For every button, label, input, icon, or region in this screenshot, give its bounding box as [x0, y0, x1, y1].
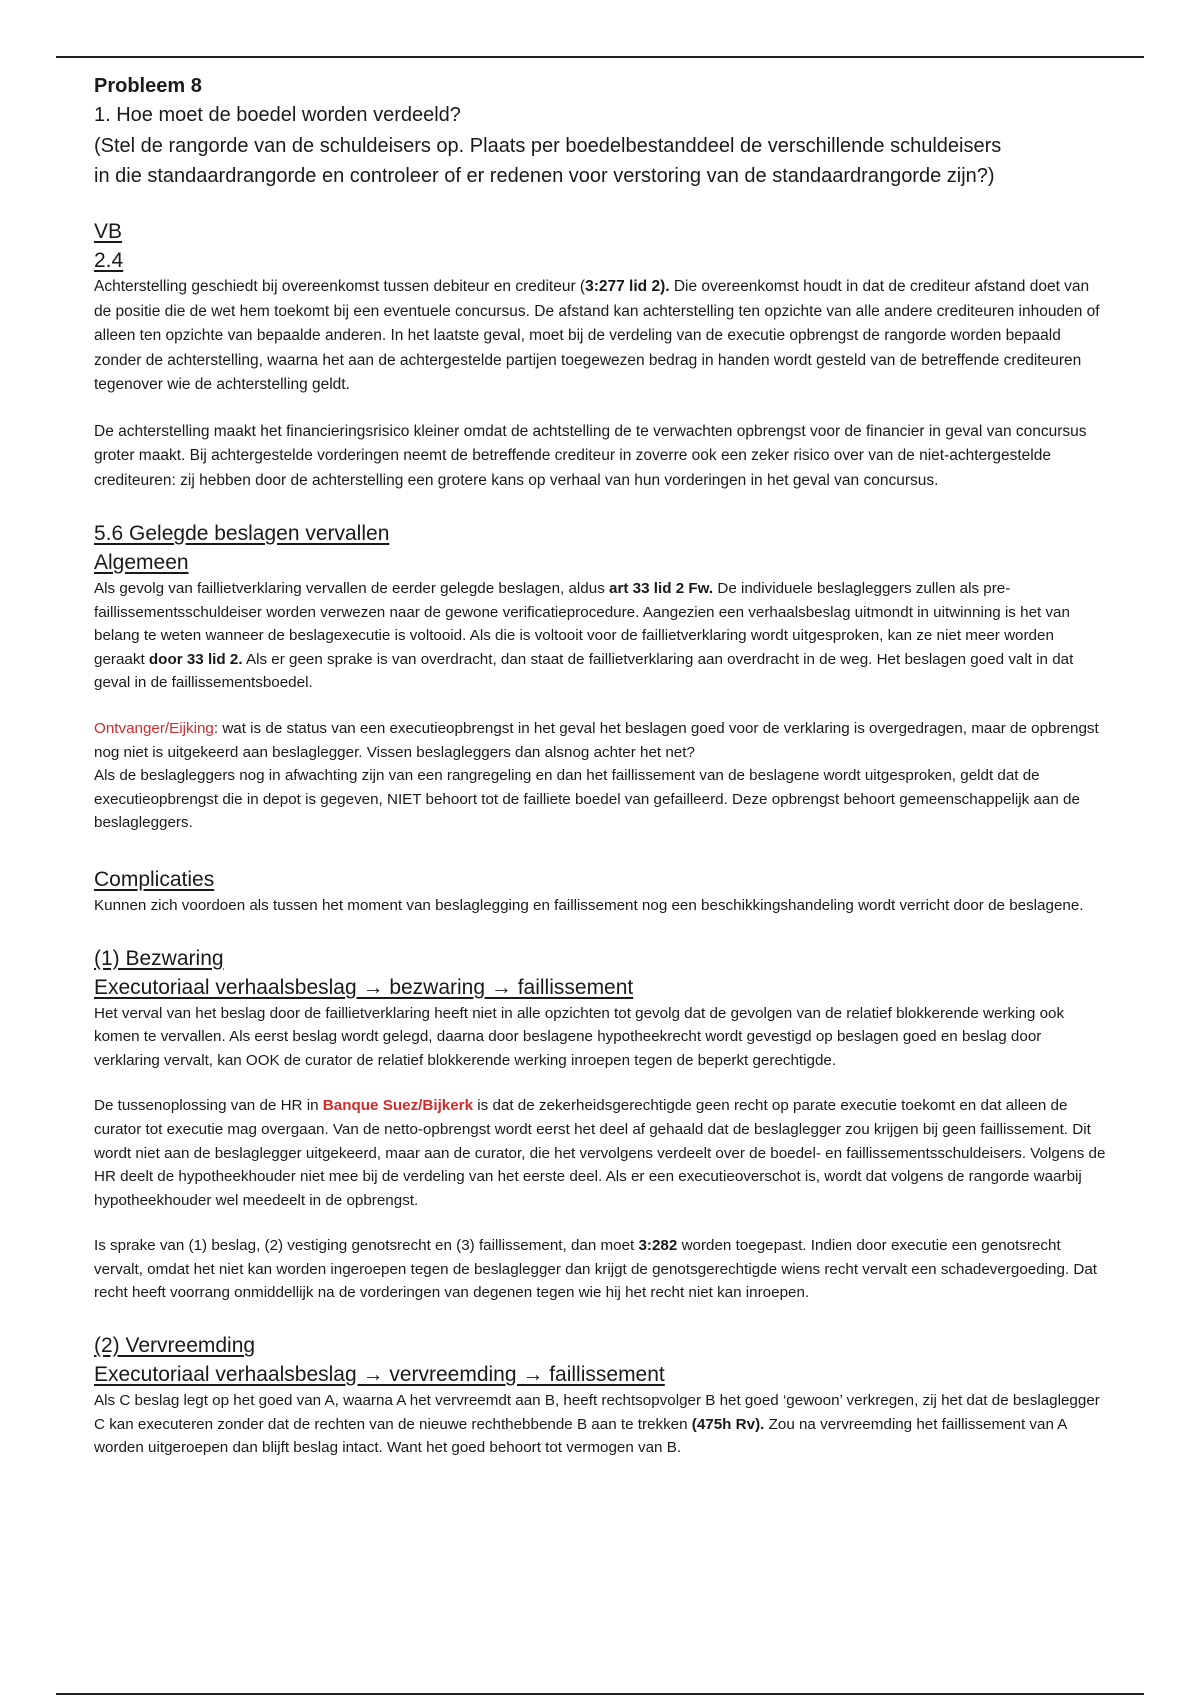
- section-heading-bezwaring: (1) Bezwaring: [94, 946, 224, 970]
- paragraph-verval-beslag: Het verval van het beslag door de faillietverklaring heeft niet in alle opzichten tot gevolg dat de gevolgen van de relatief blokkerende werking ook komen te vervallen. Als eerst beslag wordt gelegd, daarna door beslagene hypotheekrecht wordt gevestigd op beslagen goed en beslag door verklaring vervalt, kan OOK de curator de relatief blokkerende werking inroepen tegen de beperkt gerechtigde.: [94, 1004, 1065, 1069]
- document-page: [94, 70, 1108, 1460]
- question-main: 1. Hoe moet de boedel worden verdeeld?: [94, 104, 461, 126]
- paragraph-financieringsrisico: De achterstelling maakt het financieringsrisico kleiner omdat de achtstelling de te verwachten opbrengst voor de financier in geval van concursus groter maakt. Bij achtergestelde vorderingen neemt de betreffende crediteur in zoverre ook een zeker risico over van de niet-achtergestelde crediteuren: zij hebben door de achterstelling een grotere kans op verhaal van hun vorderingen in het geval van concursus.: [94, 422, 1087, 489]
- section-subheading-vervreemding-flow: Executoriaal verhaalsbeslag → vervreemding → faillissement: [94, 1363, 665, 1387]
- paragraph-genotsrecht: Is sprake van (1) beslag, (2) vestiging genotsrecht en (3) faillissement, dan moet 3:282 worden toegepast. Indien door executie een genotsrecht vervalt, omdat het niet kan worden ingeroepen tegen de beslaglegger dan krijgt de genotsgerechtigde wiens recht vervalt een schadevergoeding. Dat recht heeft voorrang onmiddellijk na de vorderingen van degenen tegen wie hij het recht niet kan inroepen.: [94, 1237, 1098, 1302]
- bottom-rule: [56, 1693, 1144, 1695]
- top-rule: [56, 56, 1144, 58]
- section-subheading-algemeen: Algemeen: [94, 551, 189, 574]
- paragraph-complicaties: Kunnen zich voordoen als tussen het moment van beslaglegging en faillissement nog een beschikkingshandeling wordt verricht door de beslagene.: [94, 896, 1084, 914]
- section-heading-vb: VB: [94, 220, 123, 243]
- page-title: Probleem 8: [94, 75, 202, 97]
- question-sub-line-2: in die standaardrangorde en controleer of er redenen voor verstoring van de standaardrangorde zijn?): [94, 165, 995, 187]
- case-name-banque-suez-bijkerk: Banque Suez/Bijkerk: [322, 1097, 474, 1115]
- case-name-ontvanger-eijking: Ontvanger/Eijking: [94, 719, 214, 737]
- paragraph-algemeen: Als gevolg van faillietverklaring vervallen de eerder gelegde beslagen, aldus art 33 lid 2 Fw. De individuele beslagleggers zullen als pre-faillissementsschuldeiser worden verwezen naar de gewone verificatieprocedure. Aangezien een verhaalsbeslag uitmondt in uitwinning is het van belang te weten wanneer de beslagexecutie is voltooid. Als die is voltooit voor de faillietverklaring wordt uitgesproken, kan ze niet meer worden geraakt door 33 lid 2. Als er geen sprake is van overdracht, dan staat de faillietverklaring aan overdracht in de weg. Het beslagen goed valt in dat geval in de faillissementsboedel.: [94, 580, 1074, 692]
- paragraph-achterstelling: Achterstelling geschiedt bij overeenkomst tussen debiteur en crediteur (3:277 lid 2). Die overeenkomst houdt in dat de crediteur afstand doet van de positie die de wet hem toekomt bij een eventuele concursus. De afstand kan achterstelling ten opzichte van alle andere crediteuren inhouden of alleen ten opzichte van bepaalde anderen. In het laatste geval, moet bij de verdeling van de executie opbrengst de rangorde worden bepaald zonder de achterstelling, waarna het aan de achtergestelde partijen toegewezen bedrag in handen wordt gesteld van de betreffende crediteuren tegenover wie de achterstelling geldt.: [94, 278, 1100, 393]
- paragraph-banque-suez: De tussenoplossing van de HR in Banque Suez/Bijkerk is dat de zekerheidsgerechtigde geen recht op parate executie toekomt en dat alleen de curator tot executie mag overgaan. Van de netto-opbrengst wordt eerst het deel af gehaald dat de beslaglegger zou krijgen bij geen faillissement. Dit wordt niet aan de beslaglegger uitgekeerd, maar aan de curator, die het vervolgens verdeelt over de boedel- en faillissementsschuldeisers. Volgens de HR deelt de hypotheekhouder niet mee bij de verdeling van het eerste deel. Als er een executieoverschot is, wordt dat volgens de rangorde waarbij hypotheekhouder wel meedeelt in de opbrengst.: [94, 1097, 1106, 1209]
- question-sub-line-1: (Stel de rangorde van de schuldeisers op. Plaats per boedelbestanddeel de verschillende schuldeisers: [94, 135, 1002, 157]
- section-subheading-2-4: 2.4: [94, 249, 124, 272]
- section-subheading-bezwaring-flow: Executoriaal verhaalsbeslag → bezwaring → faillissement: [94, 975, 634, 999]
- section-heading-beslagen: 5.6 Gelegde beslagen vervallen: [94, 522, 390, 545]
- section-heading-complicaties: Complicaties: [94, 867, 215, 891]
- paragraph-ontvanger-eijking: Ontvanger/Eijking: wat is de status van een executieopbrengst in het geval het beslagen goed voor de verklaring is overgedragen, maar de opbrengst nog niet is uitgekeerd aan beslaglegger. Vissen beslagleggers dan alsnog achter het net?: [94, 719, 1099, 761]
- paragraph-rangregeling: Als de beslagleggers nog in afwachting zijn van een rangregeling en dan het faillissement van de beslagene wordt uitgesproken, geldt dat de executieopbrengst die in depot is gegeven, NIET behoort tot de failliete boedel van gefailleerd. Deze opbrengst behoort gemeenschappelijk aan de beslagleggers.: [94, 767, 1080, 832]
- paragraph-vervreemding: Als C beslag legt op het goed van A, waarna A het vervreemdt aan B, heeft rechtsopvolger B het goed ‘gewoon’ verkregen, zij het dat de beslaglegger C kan executeren zonder dat de rechten van de nieuwe rechthebbende B aan te trekken (475h Rv). Zou na vervreemding het faillissement van A worden uitgeroepen dan blijft beslag intact. Want het goed behoort tot vermogen van B.: [94, 1392, 1100, 1457]
- section-heading-vervreemding: (2) Vervreemding: [94, 1334, 256, 1358]
